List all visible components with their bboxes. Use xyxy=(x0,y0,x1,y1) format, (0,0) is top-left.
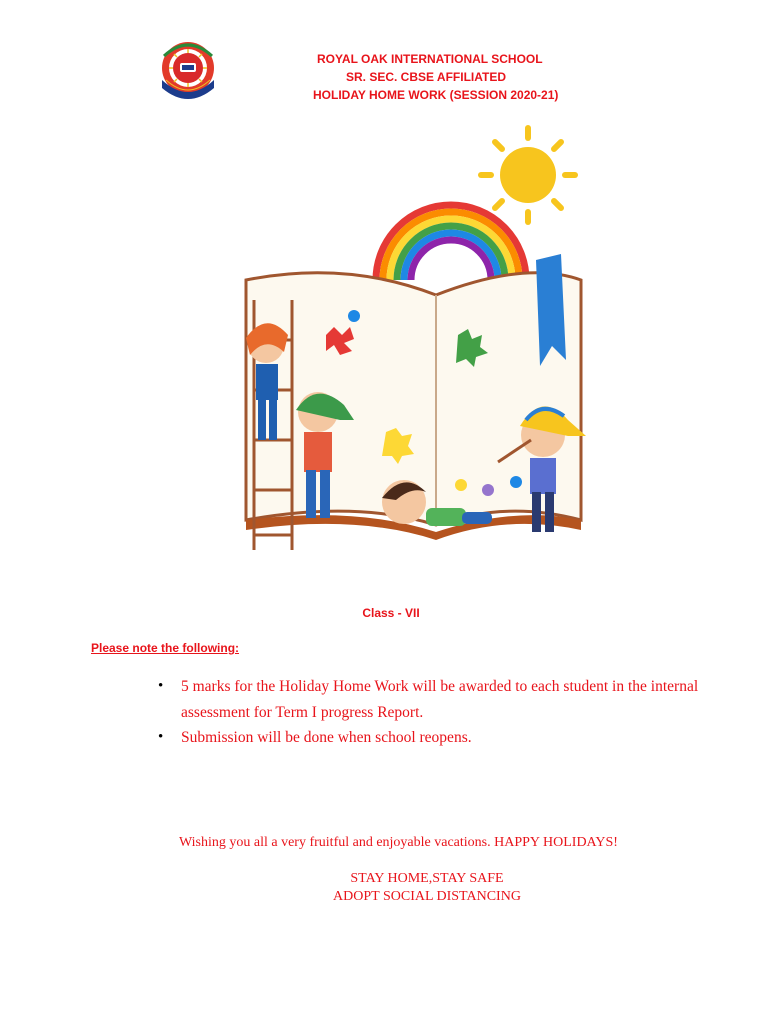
children-painting-open-book-icon xyxy=(236,120,638,552)
closing-line-1: STAY HOME,STAY SAFE xyxy=(350,871,504,886)
document-title: HOLIDAY HOME WORK (SESSION 2020-21) xyxy=(313,88,559,102)
class-label: Class - VII xyxy=(362,606,420,620)
notes-list xyxy=(158,674,718,751)
note-heading: Please note the following: xyxy=(91,641,240,655)
school-name: ROYAL OAK INTERNATIONAL SCHOOL xyxy=(317,52,543,66)
closing-message xyxy=(0,870,770,906)
children-painting-illustration xyxy=(236,120,638,552)
school-crest-icon xyxy=(156,40,220,104)
affiliation-line: SR. SEC. CBSE AFFILIATED xyxy=(346,70,507,84)
holiday-wish: Wishing you all a very fruitful and enjoyable vacations. HAPPY HOLIDAYS! xyxy=(179,835,618,850)
list-item: • 5 marks for the Holiday Home Work will be awarded to each student in the internal assessment for Term I progress Report. xyxy=(158,674,718,725)
school-logo xyxy=(156,40,220,104)
closing-line-2: ADOPT SOCIAL DISTANCING xyxy=(333,889,521,904)
list-item: • Submission will be done when school reopens. xyxy=(158,725,718,751)
